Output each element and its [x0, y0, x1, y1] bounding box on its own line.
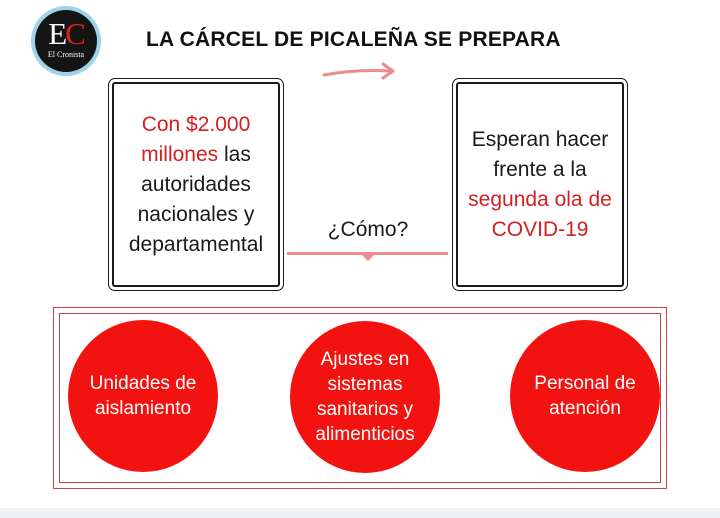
- action-circle-staff: [510, 320, 660, 472]
- goal-text: [458, 125, 622, 245]
- action-circle-isolation: [68, 320, 218, 472]
- page-title: LA CÁRCEL DE PICALEÑA SE PREPARA: [146, 28, 561, 51]
- action-label: Ajustes en sistemas sanitarios y alimenticios: [315, 349, 415, 445]
- goal-box: [456, 82, 624, 287]
- goal-highlight: segunda ola de COVID-19: [468, 187, 612, 241]
- funding-text: [114, 110, 278, 260]
- action-circle-systems: [290, 321, 440, 473]
- action-label: Personal de atención: [534, 373, 636, 419]
- logo-subtitle: El Cronista: [47, 50, 85, 59]
- bottom-strip: [0, 508, 720, 518]
- connector-label: ¿Cómo?: [327, 218, 409, 241]
- action-label: Unidades de aislamiento: [89, 373, 197, 419]
- funding-box: [112, 82, 280, 287]
- connector-tip-icon: [360, 253, 376, 261]
- funding-body: las autoridades nacionales y departamental: [128, 142, 264, 256]
- goal-body: Esperan hacer frente a la: [471, 127, 609, 181]
- arrow-right-icon: [320, 62, 400, 84]
- logo-badge: [35, 10, 97, 72]
- logo-mark-c: C: [65, 16, 84, 51]
- el-cronista-logo: [31, 6, 101, 76]
- logo-mark-e: E: [48, 16, 66, 51]
- funding-highlight: Con $2.000 millones: [141, 112, 251, 166]
- logo-mark: [48, 18, 84, 49]
